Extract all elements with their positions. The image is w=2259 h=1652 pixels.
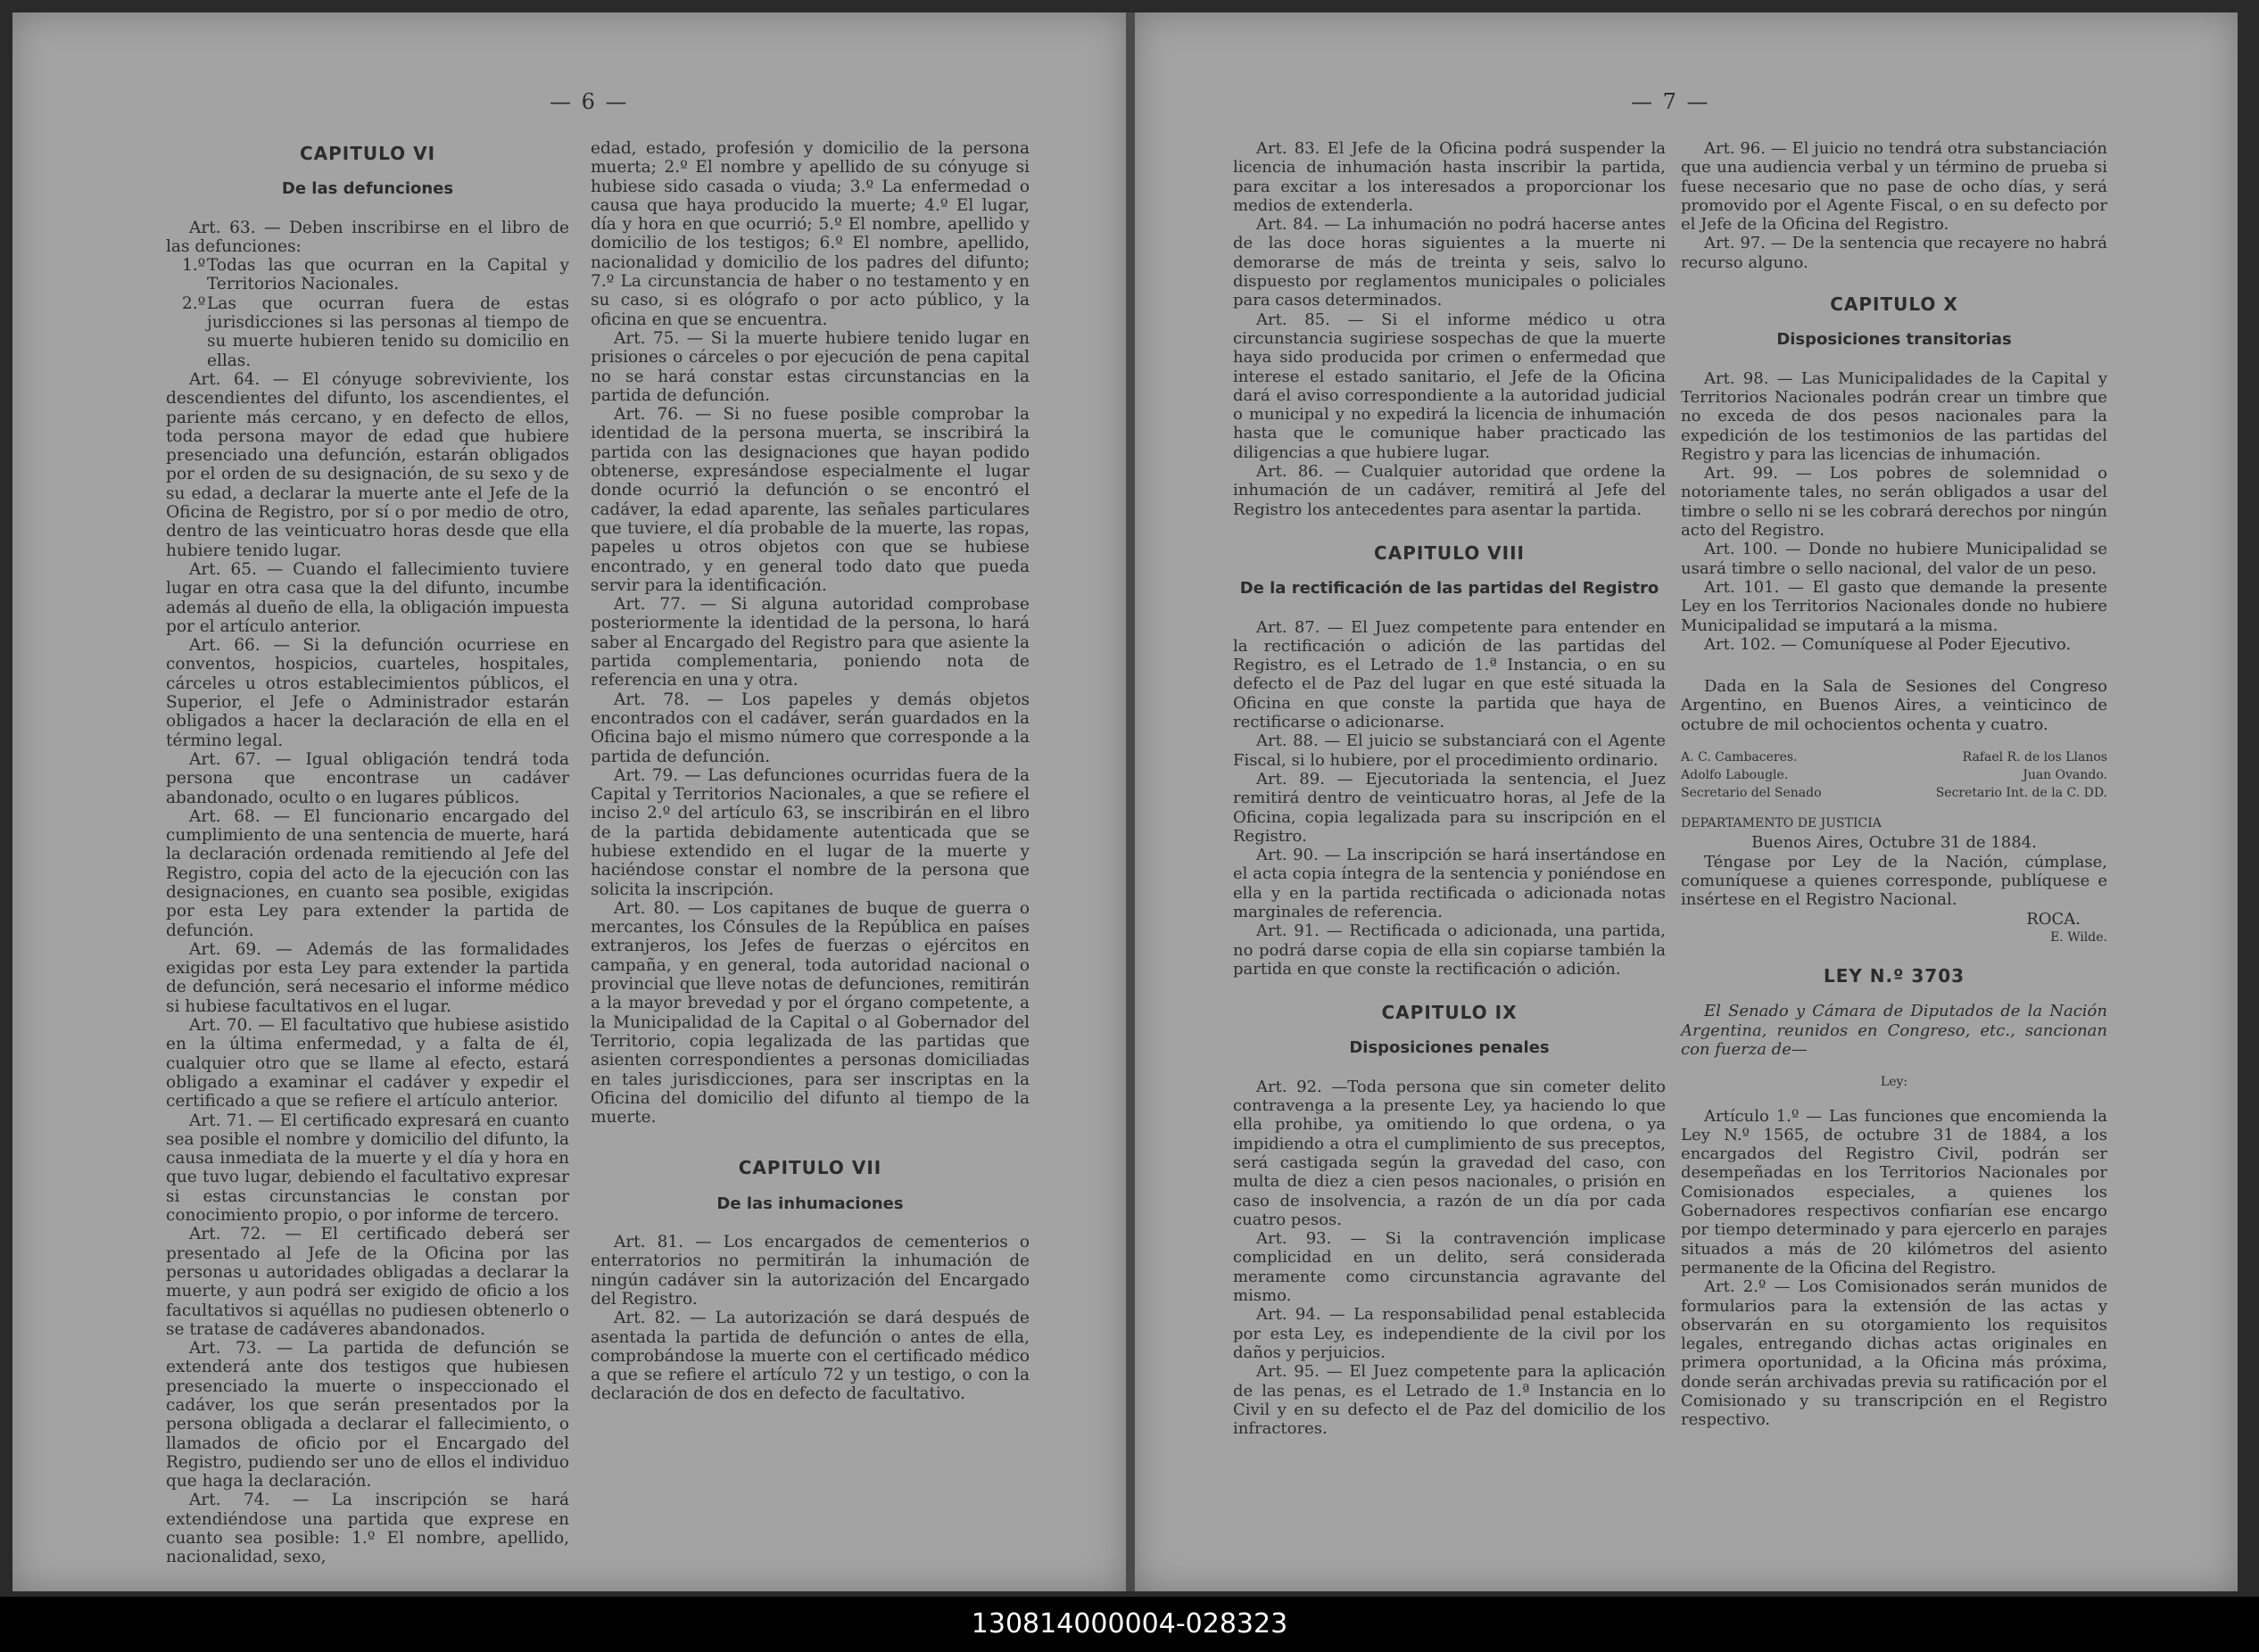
sanction-paragraph: Dada en la Sala de Sesiones del Congreso Argentino, en Buenos Aires, a veinticinco de octubre de mil ochocientos ochenta y cuatro. xyxy=(1681,677,2107,734)
signature-right-role: Secretario Int. de la C. DD. xyxy=(1935,786,2107,801)
article-paragraph: Art. 99. — Los pobres de solemnidad o notoriamente tales, no serán obligados a usar del timbre o sello ni se les cobrará derechos por ningún acto del Registro. xyxy=(1681,464,2107,541)
signature-left-secretary: Adolfo Labougle. xyxy=(1681,768,1789,783)
law-label: Ley: xyxy=(1880,1075,1908,1090)
left-column-1 xyxy=(166,139,569,1567)
chapter-subtitle: Disposiciones penales xyxy=(1349,1038,1550,1058)
article-paragraph: Art. 88. — El juicio se substanciará con el Agente Fiscal, si lo hubiere, por el procedimiento ordinario. xyxy=(1233,731,1666,770)
article-paragraph: Art. 97. — De la sentencia que recayere no habrá recurso alguno. xyxy=(1681,234,2107,272)
article-paragraph: Art. 87. — El Juez competente para entender en la rectificación o adición de las partidas del Registro, es el Letrado de 1.ª Instancia, o en su defecto el de Paz del lugar en que esté situada la Oficina en que conste la partida que haya de rectificarse o adicionarse. xyxy=(1233,617,1666,732)
article-paragraph: Art. 2.º — Los Comisionados serán munidos de formularios para la extensión de las actas y observarán en su otorgamiento los requisitos legales, entregando dichas actas originales en primera oportunidad, a la Oficina más próxima, donde serán archivadas previa su ratificación por el Comisionado y su transcripción en el Registro respectivo. xyxy=(1681,1277,2107,1430)
list-item xyxy=(166,294,569,370)
article-paragraph: Art. 86. — Cualquier autoridad que ordene la inhumación de un cadáver, remitirá al Jefe del Registro los antecedentes para asentar la partida. xyxy=(1233,462,1666,519)
page-number: — 7 — xyxy=(1631,89,1710,114)
chapter-subtitle: De las inhumaciones xyxy=(716,1194,904,1213)
signature-roca: ROCA. xyxy=(2026,909,2081,929)
law-title: LEY N.º 3703 xyxy=(1823,965,1965,987)
article-paragraph: Art. 94. — La responsabilidad penal establecida por esta Ley, es independiente de la civil por los daños y perjuicios. xyxy=(1233,1305,1666,1362)
article-paragraph: Art. 65. — Cuando el fallecimiento tuviere lugar en otra casa que la del difunto, incumbe además al dueño de ella, la obligación impuesta por el artículo anterior. xyxy=(166,559,569,636)
article-paragraph: Art. 84. — La inhumación no podrá hacerse antes de las doce horas siguientes a la muerte ni demorarse de más de treinta y seis, salvo lo dispuesto por reglamentos municipales o policiales para casos determinados. xyxy=(1233,215,1666,310)
article-paragraph: Art. 100. — Donde no hubiere Municipalidad se usará timbre o sello nacional, del valor de un peso. xyxy=(1681,540,2107,578)
enacting-clause: El Senado y Cámara de Diputados de la Nación Argentina, reunidos en Congreso, etc., sancionan con fuerza de— xyxy=(1681,1002,2107,1059)
article-paragraph: Art. 73. — La partida de defunción se extenderá ante dos testigos que hubiesen presenciado la muerte o inspeccionado el cadáver, los que serán presentados por la persona obligada a declarar el fallecimiento, o llamados de oficio por el Encargado del Registro, pudiendo ser uno de ellos el individuo que haga la declaración. xyxy=(166,1339,569,1491)
article-paragraph: Art. 68. — El funcionario encargado del cumplimiento de una sentencia de muerte, hará la declaración ordenada remitiendo al Jefe del Registro, copia del acto de la ejecución con las designaciones, en cuanto sea posible, exigidas por esta Ley para extender la partida de defunción. xyxy=(166,806,569,940)
article-paragraph: Art. 98. — Las Municipalidades de la Capital y Territorios Nacionales podrán crear un timbre que no exceda de dos pesos nacionales para la expedición de los testimonios de las partidas del Registro y para las licencias de inhumación. xyxy=(1681,368,2107,464)
page-number: — 6 — xyxy=(550,89,629,114)
signature-left-role: Secretario del Senado xyxy=(1681,786,1822,801)
article-paragraph: Art. 75. — Si la muerte hubiere tenido lugar en prisiones o cárceles o por ejecución de pena capital no se hará constar estas circunstancias en la partida de defunción. xyxy=(591,328,1030,405)
left-page xyxy=(12,12,1126,1591)
item-number: 1.º xyxy=(182,256,206,276)
article-paragraph: Artículo 1.º — Las funciones que encomienda la Ley N.º 1565, de octubre 31 de 1884, a los encargados del Registro Civil, podrán ser desempeñadas en los Territorios Nacionales por Comisionados especiales, a quienes los Gobernadores respectivos confiarían ese encargo por tiempo determinado y para ejercerlo en parajes situados a más de 20 kilómetros del asiento permanente de la Oficina del Registro. xyxy=(1681,1106,2107,1277)
article-paragraph: Art. 96. — El juicio no tendrá otra substanciación que una audiencia verbal y un término de prueba si fuese necesario que no pase de ocho días, y será promovido por el Agente Fiscal, o en su defecto por el Jefe de la Oficina del Registro. xyxy=(1681,139,2107,235)
article-paragraph: Art. 74. — La inscripción se hará extendiéndose una partida que exprese en cuanto sea posible: 1.º El nombre, apellido, nacionalidad, sexo, xyxy=(166,1491,569,1567)
article-paragraph: Art. 102. — Comuníquese al Poder Ejecutivo. xyxy=(1704,634,2072,654)
article-paragraph: Art. 79. — Las defunciones ocurridas fuera de la Capital y Territorios Nacionales, a que se refiere el inciso 2.º del artículo 63, se inscribirán en el libro de la partida debidamente autenticada que se hubiese extendido en el lugar de la muerte y haciéndose constar el nombre de la persona que solicita la inscripción. xyxy=(591,765,1030,899)
chapter-heading: CAPITULO VII xyxy=(738,1157,882,1179)
article-paragraph: Art. 81. — Los encargados de cementerios o enterratorios no permitirán la inhumación de ningún cadáver sin la autorización del Encargado del Registro. xyxy=(591,1233,1030,1309)
article-paragraph: Art. 63. — Deben inscribirse en el libro de las defunciones: xyxy=(166,218,569,256)
chapter-heading: CAPITULO VIII xyxy=(1374,541,1525,564)
signature-row xyxy=(1681,784,2107,802)
article-paragraph: Art. 66. — Si la defunción ocurriese en conventos, hospicios, cuarteles, hospitales, cárceles u otros establecimientos públicos, el Superior, el Jefe o Administrador estarán obligados a hacer la declaración de ella en el término legal. xyxy=(166,636,569,750)
article-paragraph: Art. 71. — El certificado expresará en cuanto sea posible el nombre y domicilio del difunto, la causa inmediata de la muerte y el día y hora en que tuvo lugar, debiendo el facultativo expresar si estas circunstancias le constan por conocimiento propio, o por informe de tercero. xyxy=(166,1111,569,1226)
signature-left-name: A. C. Cambaceres. xyxy=(1681,750,1798,765)
article-paragraph: Art. 67. — Igual obligación tendrá toda persona que encontrase un cadáver abandonado, oculto o en lugares públicos. xyxy=(166,749,569,807)
article-paragraph: edad, estado, profesión y domicilio de la persona muerta; 2.º El nombre y apellido de su cónyuge si hubiese sido casada o viuda; 3.º La enfermedad o causa que haya producido la muerte; 4.º El lugar, día y hora en que ocurrió; 5.º El nombre, apellido y domicilio de los testigos; 6.º El nombre, apellido, nacionalidad y domicilio de los padres del difunto; 7.º La circunstancia de haber o no testamento y en su caso, si es ológrafo o por acto público, y la oficina en que se encuentra. xyxy=(591,139,1030,329)
item-number: 2.º xyxy=(182,293,206,313)
article-paragraph: Art. 72. — El certificado deberá ser presentado al Jefe de la Oficina por las personas u autoridades obligadas a declarar la muerte, y aun podrá ser exigido de oficio a los facultativos si aquéllas no pudiesen obtenerlo o se tratase de cadáveres abandonados. xyxy=(166,1225,569,1339)
article-paragraph: Art. 92. —Toda persona que sin cometer delito contravenga a la presente Ley, ya haciendo lo que ella prohibe, ya omitiendo lo que ordena, o ya impidiendo a otra el cumplimiento de sus preceptos, será castigada según la gravedad del caso, con multa de diez a cien pesos nacionales, o prisión en caso de insolvencia, a razón de un día por cada cuatro pesos. xyxy=(1233,1077,1666,1229)
signature-right-secretary: Juan Ovando. xyxy=(2023,768,2107,783)
chapter-heading: CAPITULO X xyxy=(1830,293,1958,316)
item-text: Las que ocurran fuera de estas jurisdicciones si las personas al tiempo de su muerte hubieren tenido su domicilio en ellas. xyxy=(207,293,569,370)
article-paragraph: Art. 91. — Rectificada o adicionada, una partida, no podrá darse copia de ella sin copiarse también la partida en que conste la rectificación o adición. xyxy=(1233,921,1666,979)
archive-id-footer: 130814000004-028323 xyxy=(0,1597,2259,1652)
article-paragraph: Art. 64. — El cónyuge sobreviviente, los descendientes del difunto, los ascendientes, el pariente más cercano, y en defecto de ellos, toda persona mayor de edad que hubiere presenciado una defunción, estarán obligados por el orden de su designación, de su sexo y de su edad, a declarar la muerte ante el Jefe de la Oficina de Registro, por sí o por medio de otro, dentro de las veinticuatro horas desde que ella hubiere tenido lugar. xyxy=(166,369,569,560)
signature-wilde: E. Wilde. xyxy=(2050,929,2107,945)
chapter-subtitle: Disposiciones transitorias xyxy=(1776,330,2012,350)
chapter-heading: CAPITULO VI xyxy=(299,143,436,164)
decree-text: Téngase por Ley de la Nación, cúmplase, comuníquese a quienes corresponde, publíquese e insértese en el Registro Nacional. xyxy=(1681,852,2107,910)
right-column-1 xyxy=(1233,139,1666,1438)
book-spine xyxy=(1126,12,1135,1591)
article-paragraph: Art. 93. — Si la contravención implicase complicidad en un delito, será considerada meramente como circunstancia agravante del mismo. xyxy=(1233,1229,1666,1306)
article-paragraph: Art. 101. — El gasto que demande la presente Ley en los Territorios Nacionales donde no hubiere Municipalidad se imputará a la misma. xyxy=(1681,577,2107,635)
article-paragraph: Art. 89. — Ejecutoriada la sentencia, el Juez remitirá dentro de veinticuatro horas, al Jefe de la Oficina, copia legalizada para su inscripción en el Registro. xyxy=(1233,769,1666,846)
chapter-heading: CAPITULO IX xyxy=(1381,1002,1518,1024)
chapter-subtitle: De las defunciones xyxy=(281,179,454,199)
article-paragraph: Art. 80. — Los capitanes de buque de guerra o mercantes, los Cónsules de la República en países extranjeros, los Jefes de fuerzas o ejércitos en campaña, y en general, toda autoridad nacional o provincial que lleve notas de defunciones, remitirán a la mayor brevedad y por el órgano competente, a la Municipalidad de la Capital o al Gobernador del Territorio, copia legalizada de las partidas que asienten correspondientes a personas domiciliadas en tales jurisdicciones, para ser inscriptas en la Oficina del domicilio del difunto al tiempo de la muerte. xyxy=(591,898,1030,1127)
chapter-subtitle: De la rectificación de las partidas del Registro xyxy=(1239,579,1659,599)
article-paragraph: Art. 69. — Además de las formalidades exigidas por esta Ley para extender la partida de defunción, será necesario el informe médico si hubiese facultativos en el lugar. xyxy=(166,939,569,1016)
article-paragraph: Art. 77. — Si alguna autoridad comprobase posteriormente la identidad de la persona, lo hará saber al Encargado del Registro para que asiente la partida complementaria, poniendo nota de referencia en una y otra. xyxy=(591,595,1030,690)
signature-row xyxy=(1681,748,2107,766)
decree-date: Buenos Aires, Octubre 31 de 1884. xyxy=(1751,833,2037,853)
department-heading: DEPARTAMENTO DE JUSTICIA xyxy=(1681,816,1882,831)
article-paragraph: Art. 70. — El facultativo que hubiese asistido en la última enfermedad, y a falta de él, cualquier otro que se llame al efecto, estará obligado a examinar el cadáver y expedir el certificado a que se refiere el artículo anterior. xyxy=(166,1016,569,1111)
list-item xyxy=(166,256,569,294)
article-paragraph: Art. 76. — Si no fuese posible comprobar la identidad de la persona muerta, se inscribirá la partida con las designaciones que hayan podido obtenerse, expresándose especialmente el lugar donde ocurrió la defunción o se encontró el cadáver, la edad aparente, las señales particulares que tuviere, el día probable de la muerte, las ropas, papeles u otros objetos con que se hubiese encontrado, y en general todo dato que pueda servir para la identificación. xyxy=(591,405,1030,595)
signature-right-name: Rafael R. de los Llanos xyxy=(1962,750,2107,765)
article-paragraph: Art. 90. — La inscripción se hará insertándose en el acta copia íntegra de la sentencia y poniéndose en ella y en la partida rectificada o adicionada notas marginales de referencia. xyxy=(1233,846,1666,921)
right-column-2 xyxy=(1681,139,2107,1430)
article-paragraph: Art. 85. — Si el informe médico u otra circunstancia sugiriese sospechas de que la muerte haya sido producida por crimen o enfermedad que interese el estado sanitario, el Jefe de la Oficina dará el aviso correspondiente a la autoridad judicial o municipal y no expedirá la licencia de inhumación hasta que le comunique haber practicado las diligencias a que hubiere lugar. xyxy=(1233,310,1666,462)
article-paragraph: Art. 95. — El Juez competente para la aplicación de las penas, es el Letrado de 1.ª Instancia en lo Civil y en su defecto el de Paz del domicilio de los infractores. xyxy=(1233,1362,1666,1439)
item-text: Todas las que ocurran en la Capital y Territorios Nacionales. xyxy=(207,256,569,294)
left-column-2 xyxy=(591,139,1030,1404)
signature-row xyxy=(1681,766,2107,784)
article-paragraph: Art. 82. — La autorización se dará después de asentada la partida de defunción o antes de ella, comprobándose la muerte con el certificado médico a que se refiere el artículo 72 y un testigo, o con la declaración de dos en defecto de facultativo. xyxy=(591,1309,1030,1404)
right-page xyxy=(1135,12,2238,1591)
article-paragraph: Art. 83. El Jefe de la Oficina podrá suspender la licencia de inhumación hasta inscribir la partida, para excitar a los interesados a proporcionar los medios de extenderla. xyxy=(1233,139,1666,215)
article-paragraph: Art. 78. — Los papeles y demás objetos encontrados con el cadáver, serán guardados en la Oficina bajo el mismo número que corresponde a la partida de defunción. xyxy=(591,690,1030,766)
